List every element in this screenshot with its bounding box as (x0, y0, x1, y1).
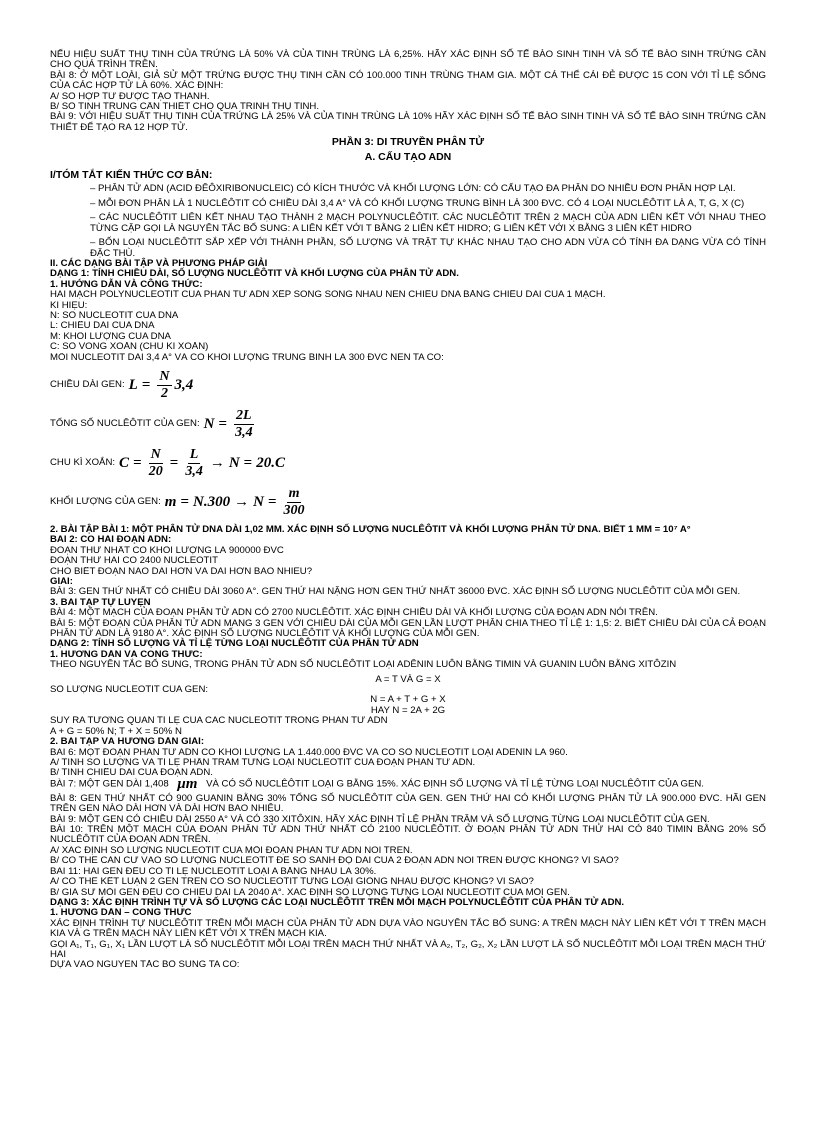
exercise-line: 2. BÀI TẬP BÀI 1: MỘT PHÂN TỬ DNA DÀI 1,02 MM. XÁC ĐỊNH SỐ LƯỢNG NUCLÊÔTIT VÀ KHỐI LƯỢNG PHÂN TỬ DNA. BIẾT 1 MM = 10⁷ A° (50, 523, 691, 535)
summary-item: – CÁC NUCLÊÔTIT LIÊN KẾT NHAU TẠO THÀNH 2 MẠCH POLYNUCLÊÔTIT. CÁC NUCLÊÔTIT TRÊN 2 MẠCH CỦA ADN LIÊN KẾT VỚI NHAU THEO TỪNG CẶP GỌI LÀ NGUYÊN TẮC BỔ SUNG: A LIÊN KẾT VỚI T BẰNG 2 LIÊN KẾT HIDRO; G LIÊN KẾT VỚI X BẰNG 3 LIÊN KẾT HIDRO (90, 212, 766, 234)
text-line: BÀI 6: MỘT ĐOẠN PHÂN TỬ ADN CÓ KHỐI LƯỢNG LÀ 1.440.000 ĐVC VÀ CÓ SỐ NUCLÊÔTIT LOẠI ADÊNIN LÀ 960. (50, 747, 568, 758)
equation-line: A = T VÀ G = X (375, 673, 441, 685)
text-line: N: SỐ NUCLÊÔTIT CỦA DNA (50, 310, 179, 321)
formula-label: TỔNG SỐ NUCLÊÔTIT CỦA GEN: (50, 418, 200, 430)
exercise-line: BÀI 8: GEN THỨ NHẤT CÓ 900 GUANIN BẰNG 30% TỔNG SỐ NUCLÊÔTIT CỦA GEN. GEN THỨ HAI CÓ KHỐI LƯỢNG PHÂN TỬ LÀ 900.000 ĐVC. HÃI GEN TRÊN GEN NÀO DÀI HƠN VÀ DÀI HƠN BAO NHIÊU. (50, 792, 766, 815)
exercise-line: GIẢI: (50, 577, 73, 587)
text-line: C: SỐ VÒNG XOẮN (CHU KÌ XOẮN) (50, 342, 209, 353)
exercise-line: BÀI 5: MỘT ĐOẠN CỦA PHÂN TỬ ADN MANG 3 GEN VỚI CHIỀU DÀI CỦA MỖI GEN LẦN LƯỢT PHÂN CHIA THEO TỈ LỆ 1: 1,5: 2. BIẾT CHIỀU DÀI CỦA CẢ ĐOẠN PHÂN TỬ ADN LÀ 9180 A°. XÁC ĐỊNH SỐ LƯỢNG NUCLÊÔTIT VÀ KHỐI LƯỢNG CỦA MỖI GEN. (50, 617, 766, 640)
formula-math: m = N.300 → N = $\frac{m}{300}$ (164, 485, 305, 518)
text-line: A + G = 50% N; T + X = 50% N (50, 726, 182, 737)
summary-item: – BỐN LOẠI NUCLÊÔTIT SẮP XẾP VỚI THÀNH PHẦN, SỐ LƯỢNG VÀ TRẬT TỰ KHÁC NHAU TẠO CHO ADN VỪA CÓ TÍNH ĐA DẠNG VỪA CÓ TÍNH ĐẶC THÙ. (90, 237, 766, 259)
huong-dan-heading: 1. HƯỚNG DẪN VÀ CÔNG THỨC: (50, 278, 203, 290)
dang1-title: DẠNG 1: TÍNH CHIỀU DÀI, SỐ LƯỢNG NUCLÊÔTIT VÀ KHỐI LƯỢNG CỦA PHÂN TỬ ADN. (50, 268, 459, 280)
formula-math: N = $\frac{2L}{3,4}$ (203, 407, 253, 440)
dang3-title: DẠNG 3: XÁC ĐỊNH TRÌNH TỰ VÀ SỐ LƯỢNG CÁC LOẠI NUCLÊÔTIT TRÊN MỖI MẠCH POLYNUCLÊÔTIT CỦA PHÂN TỬ ADN. (50, 896, 625, 908)
equation-line: HAY N = 2A + 2G (370, 704, 446, 716)
text-line: HAI MẠCH POLYNUCLÊÔTIT CỦA PHÂN TỬ ADN XẾP SONG SONG NHAU NÊN CHIỀU DNA BẰNG CHIỀU DÀI CỦA 1 MẠCH. (50, 290, 606, 301)
exercise-line: A/ CÓ THỂ KẾT LUẬN 2 GEN TRÊN CÓ SỐ NUCLÊÔTIT TỪNG LOẠI GIỐNG NHAU ĐƯỢC KHÔNG? VÌ SAO? (50, 877, 534, 888)
equation-line: N = A + T + G + X (370, 694, 446, 706)
text-line: GỌI A₁, T₁, G₁, X₁ LẦN LƯỢT LÀ SỐ NUCLÊÔTIT MỖI LOẠI TRÊN MẠCH THỨ NHẤT VÀ A₂, T₂, G₂, X₂ LẦN LƯỢT LÀ SỐ NUCLÊÔTIT MỖI LOẠI TRÊN MẠCH THỨ HAI (50, 938, 766, 960)
formula-math: L = $\frac{N}{2}$ 3,4 (128, 368, 194, 401)
formula-math: C = $\frac{N}{20}$ = $\frac{L}{3,4}$ → N = 20.C (119, 446, 285, 479)
micrometer-unit: μm (177, 775, 198, 792)
text-line: L: CHIỀU DÀI CỦA DNA (50, 321, 155, 332)
exercise-line: 3. BÀI TẬP TỰ LUYỆN (50, 597, 151, 608)
formula-label: KHỐI LƯỢNG CỦA GEN: (50, 496, 161, 508)
text-line: THEO NGUYÊN TẮC BỔ SUNG, TRONG PHÂN TỬ ADN SỐ NUCLÊÔTIT LOẠI ADÊNIN LUÔN BẰNG TIMIN VÀ GUANIN LUÔN BẰNG XITÔZIN (50, 659, 677, 671)
exercise-line: B/ GIẢ SỬ MỖI GEN ĐỀU CÓ CHIỀU DÀI LÀ 2040 A°. XÁC ĐỊNH SỐ LƯỢNG TỪNG LOẠI NUCLÊÔTIT CỦA MỖI GEN. (50, 887, 570, 898)
exercise-line: B/ CÓ THỂ CĂN CỨ VÀO SỐ LƯỢNG NUCLÊÔTIT ĐỂ SO SÁNH ĐỘ DÀI CỦA 2 ĐOẠN ADN NÓI TRÊN ĐƯỢC KHÔNG? VÌ SAO? (50, 856, 619, 867)
text-line: B/ TÍNH CHIỀU DÀI CỦA ĐOẠN ADN. (50, 768, 213, 779)
section1-title: I/TÓM TẮT KIẾN THỨC CƠ BẢN: (50, 169, 213, 182)
exercise-line: BÀI 10: TRÊN MỘT MẠCH CỦA ĐOẠN PHÂN TỬ ADN THỨ NHẤT CÓ 2100 NUCLÊÔTIT. Ở ĐOẠN PHÂN TỬ ADN THỨ HAI CÓ 840 TIMIN BẰNG 20% SỐ NUCLÊÔTIT CỦA ĐOẠN ADN TRÊN. (50, 824, 766, 846)
exercise-line: ĐOẠN THỨ HAI CÓ 2400 NUCLÊÔTIT (50, 556, 218, 567)
text-line: A/ TÍNH SỐ LƯỢNG VÀ TỈ LỆ PHẦN TRĂM TỪNG LOẠI NUCLÊÔTIT CỦA ĐOẠN PHÂN TỬ ADN. (50, 757, 476, 768)
text-line: KÍ HIỆU: (50, 300, 88, 311)
text-line: SUY RA TƯƠNG QUAN TỈ LỆ CỦA CÁC NUCLÊÔTIT TRONG PHÂN TỬ ADN (50, 716, 388, 727)
bai7-text: BÀI 7: MỘT GEN DÀI 1,408 (50, 778, 169, 790)
exercise-line: BÀI 3: GEN THỨ NHẤT CÓ CHIỀU DÀI 3060 A°. GEN THỨ HAI NẶNG HƠN GEN THỨ NHẤT 36000 ĐVC. XÁC ĐỊNH SỐ LƯỢNG NUCLÊÔTIT CỦA MỖI GEN. (50, 586, 741, 598)
text-line: 1. HƯỚNG DẪN VÀ CÔNG THỨC: (50, 649, 203, 660)
text-line: MỖI NUCLÊÔTIT DÀI 3,4 A° VÀ CÓ KHỐI LƯỢNG TRUNG BÌNH LÀ 300 ĐVC NÊN TA CÓ: (50, 352, 444, 363)
exercise-line: BÀI 4: MỘT MẠCH CỦA ĐOẠN PHÂN TỬ ADN CÓ 2700 NUCLÊÔTIT. XÁC ĐỊNH CHIỀU DÀI VÀ KHỐI LƯỢNG CỦA ĐOẠN ADN NÓI TRÊN. (50, 607, 658, 619)
exercise-line: CHO BIẾT ĐOẠN NÀO DÀI HƠN VÀ DÀI HƠN BAO NHIÊU? (50, 566, 313, 577)
section2-title: II. CÁC DẠNG BÀI TẬP VÀ PHƯƠNG PHÁP GIẢI (50, 257, 268, 269)
bai7-line (50, 775, 766, 792)
text-line: 2. BÀI TẬP VÀ HƯỚNG DẪN GIẢI: (50, 737, 205, 748)
text-line: M: KHỐI LƯỢNG CỦA DNA (50, 331, 171, 342)
formula-label: CHU KÌ XOẮN: (50, 457, 116, 469)
formula-length (50, 369, 766, 402)
intro-line: NẾU HIỆU SUẤT THỤ TINH CỦA TRỨNG LÀ 50% VÀ CỦA TINH TRÙNG LÀ 6,25%. HÃY XÁC ĐỊNH SỐ TẾ BÀO SINH TINH VÀ SỐ TẾ BÀO SINH TRỨNG CẦN CHO QUÁ TRÌNH TRÊN. (50, 49, 766, 71)
intro-line: B/ SỐ TINH TRÙNG CẦN THIẾT CHO QUÁ TRÌNH THỤ TINH. (50, 102, 320, 113)
exercise-line: BÀI 2: CÓ HAI ĐOẠN ADN: (50, 535, 172, 546)
formula-mass (50, 486, 766, 519)
formula-total (50, 408, 766, 441)
dang2-title: DẠNG 2: TÍNH SỐ LƯỢNG VÀ TỈ LỆ TỪNG LOẠI NUCLÊÔTIT CỦA PHÂN TỬ ADN (50, 638, 419, 650)
intro-line: BÀI 8: Ở MỘT LOÀI, GIẢ SỬ MỘT TRỨNG ĐƯỢC THỤ TINH CẦN CÓ 100.000 TINH TRÙNG THAM GIA. MỘT CÁ THỂ CÁI ĐẺ ĐƯỢC 15 CON VỚI TỈ LỆ SỐNG CỦA CÁC HỢP TỬ LÀ 60%. XÁC ĐỊNH: (50, 69, 766, 92)
part-title: PHẦN 3: DI TRUYỀN PHÂN TỬ (331, 136, 485, 149)
equation-label: SỐ LƯỢNG NUCLÊÔTIT CỦA GEN: (50, 685, 209, 696)
intro-line: A/ SỐ HỢP TỬ ĐƯỢC TẠO THÀNH. (50, 91, 210, 102)
exercise-line: BÀI 11: HAI GEN ĐỀU CÓ TỈ LỆ NUCLÊÔTIT LOẠI A BẰNG NHAU LÀ 30%. (50, 866, 377, 877)
exercise-line: BÀI 9: MỘT GEN CÓ CHIỀU DÀI 2550 A° VÀ CÓ 330 XITÔXIN. HÃY XÁC ĐỊNH TỈ LỆ PHẦN TRĂM VÀ SỐ LƯỢNG TỪNG LOẠI NUCLÊÔTIT CỦA GEN. (50, 813, 710, 825)
intro-line: BÀI 9: VỚI HIỆU SUẤT THỤ TINH CỦA TRỨNG LÀ 25% VÀ CỦA TINH TRÙNG LÀ 10% HÃY XÁC ĐỊNH SỐ TẾ BÀO SINH TINH VÀ SỐ TẾ BÀO SINH TRỨNG CẦN THIẾT ĐỂ TẠO RA 12 HỢP TỬ. (50, 111, 766, 133)
bai7-text: VÀ CÓ SỐ NUCLÊÔTIT LOẠI G BẰNG 15%. XÁC ĐỊNH SỐ LƯỢNG VÀ TỈ LỆ TỪNG LOẠI NUCLÊÔTIT CỦA GEN. (206, 778, 704, 790)
formula-cycle (50, 447, 766, 480)
formula-label: CHIỀU DÀI GEN: (50, 379, 125, 391)
exercise-line: A/ XÁC ĐỊNH SỐ LƯỢNG NUCLÊÔTIT CỦA MỖI ĐOẠN PHÂN TỬ ADN NÓI TRÊN. (50, 845, 413, 856)
document-page (50, 50, 766, 971)
chapter-title: A. CẤU TẠO ADN (364, 150, 452, 163)
summary-item: – PHÂN TỬ ADN (ACID ĐÊÔXIRIBONUCLEIC) CÓ KÍCH THƯỚC VÀ KHỐI LƯỢNG LỚN: CÓ CẤU TẠO ĐA PHÂN DO NHIỀU ĐƠN PHÂN HỢP LẠI. (90, 183, 736, 195)
text-line: 1. HƯỚNG DẪN – CÔNG THỨC (50, 908, 192, 919)
text-line: DỰA VÀO NGUYÊN TẮC BỔ SUNG TA CÓ: (50, 960, 240, 971)
exercise-line: ĐOẠN THỨ NHẤT CÓ KHỐI LƯỢNG LÀ 900000 ĐVC (50, 545, 284, 556)
summary-item: – MỖI ĐƠN PHÂN LÀ 1 NUCLÊÔTIT CÓ CHIỀU DÀI 3,4 A° VÀ CÓ KHỐI LƯỢNG TRUNG BÌNH LÀ 300 ĐVC. CÓ 4 LOẠI NUCLÊÔTIT LÀ A, T, G, X (C) (90, 197, 745, 209)
text-line: XÁC ĐỊNH TRÌNH TỰ NUCLÊÔTIT TRÊN MỖI MẠCH CỦA PHÂN TỬ ADN DỰA VÀO NGUYÊN TẮC BỔ SUNG: A TRÊN MẠCH NÀY LIÊN KẾT VỚI T TRÊN MẠCH KIA VÀ G TRÊN MẠCH NÀY LIÊN KẾT VỚI X TRÊN MẠCH KIA. (50, 917, 766, 940)
